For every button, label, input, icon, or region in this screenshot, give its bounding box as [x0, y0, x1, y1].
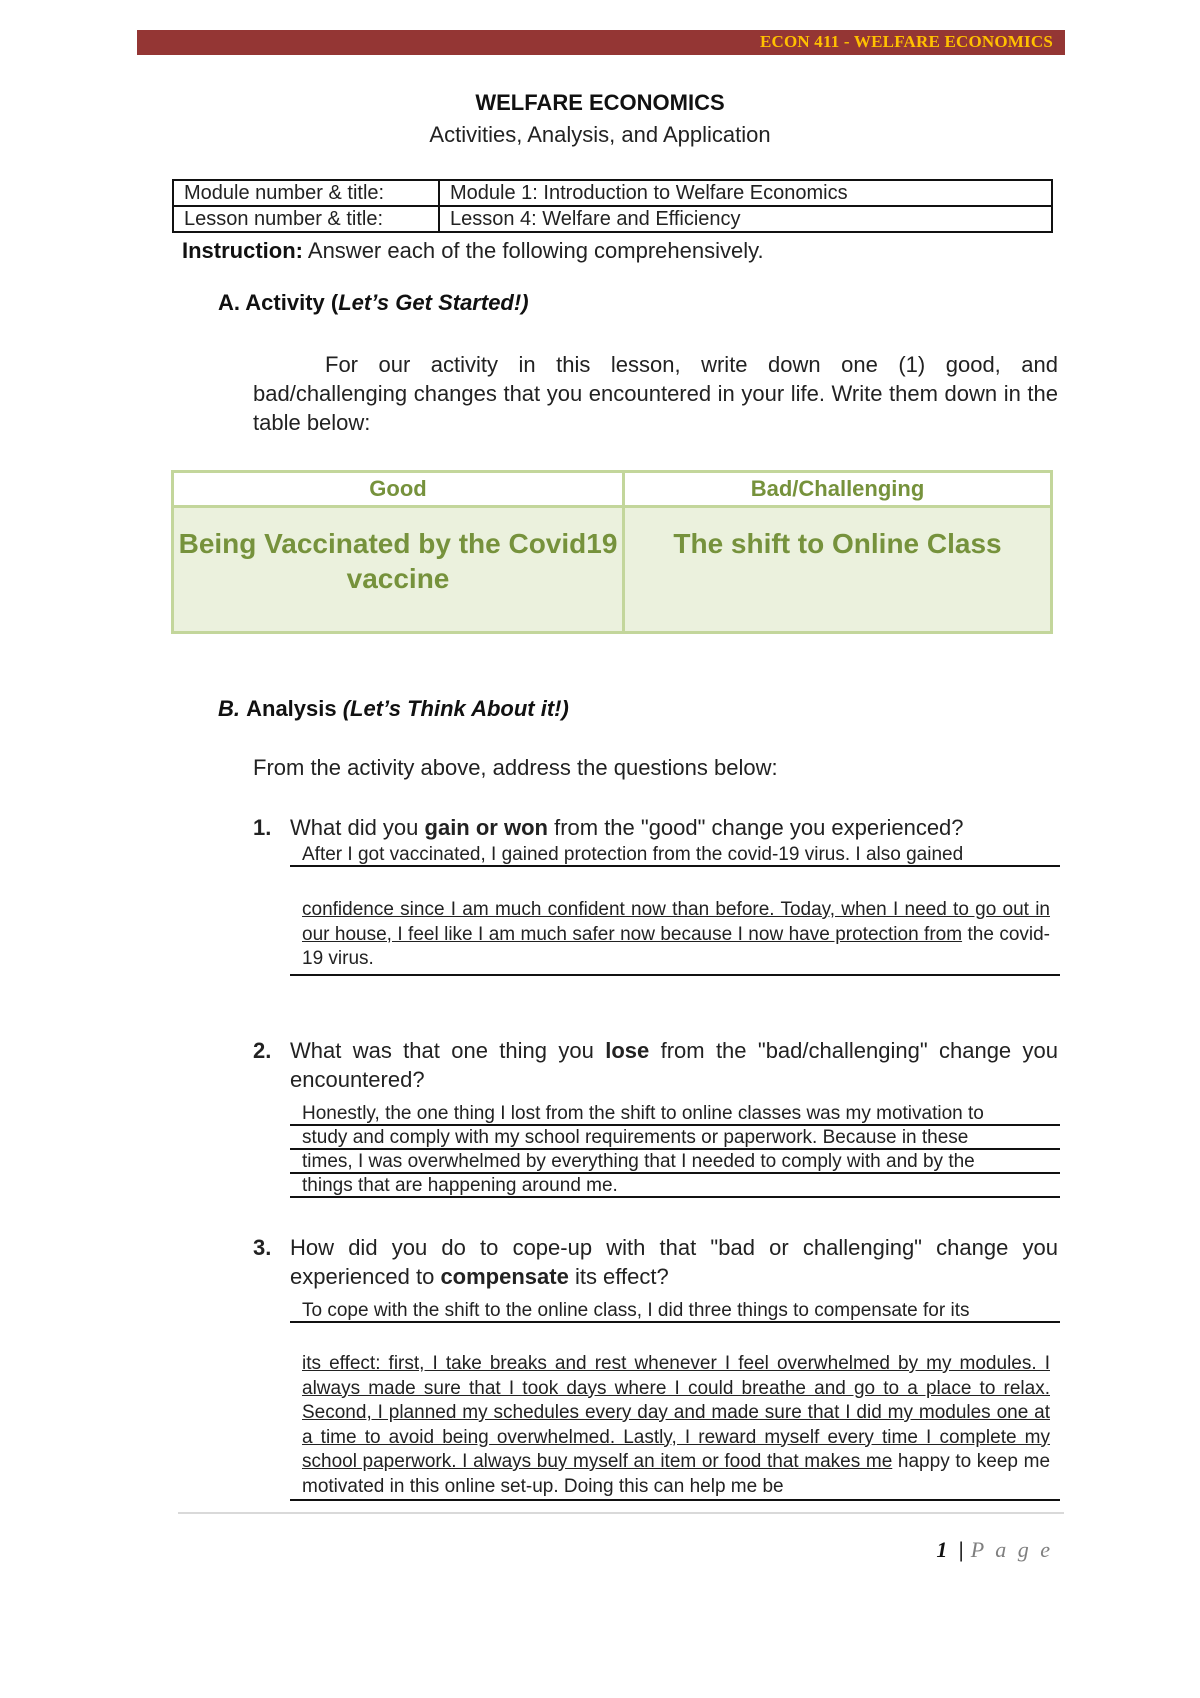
page-number — [936, 1537, 1053, 1563]
lesson-value: Lesson 4: Welfare and Efficiency — [439, 206, 1052, 232]
page-number-value: 1 — [936, 1537, 951, 1562]
answer-1-block — [290, 898, 1060, 976]
good-value: Being Vaccinated by the Covid19 vaccine — [173, 507, 624, 633]
question-number: 3. — [253, 1235, 272, 1260]
lesson-row — [173, 206, 1052, 232]
lesson-label: Lesson number & title: — [173, 206, 439, 232]
section-b-heading — [218, 696, 569, 722]
analysis-intro: From the activity above, address the questions below: — [253, 755, 778, 780]
section-a-subtitle: Let’s Get Started!) — [338, 290, 529, 315]
question-emphasis: compensate — [440, 1264, 569, 1289]
question-emphasis: gain or won — [424, 815, 548, 840]
section-a-prefix: A. Activity ( — [218, 290, 339, 315]
page-number-separator: | — [958, 1537, 967, 1562]
question-number: 1. — [253, 815, 272, 840]
answer-1-tail: the covid-19 virus. — [302, 923, 1050, 969]
answer-2-line-2: study and comply with my school requirements or paperwork. Because in these — [290, 1126, 1060, 1150]
section-b-subtitle: (Let’s Think About it!) — [342, 696, 569, 721]
section-b-prefix: B. — [218, 696, 247, 721]
answer-2-line-4: things that are happening around me. — [290, 1174, 1060, 1198]
module-label: Module number & title: — [173, 180, 439, 206]
question-number: 2. — [253, 1038, 272, 1063]
question-text: What was that one thing you — [290, 1038, 606, 1063]
answer-2-line-1: Honestly, the one thing I lost from the shift to online classes was my motivation to — [290, 1102, 1060, 1126]
question-text: What did you — [290, 815, 425, 840]
answer-3-underlined-text: its effect: first, I take breaks and rest whenever I feel overwhelmed by my modules. I always made sure that I took days where I could breathe and go to a place to relax. Second, I planned my schedules every day and made sure that I did my modules one at a time to avoid being overwhelmed. Lastly, I reward myself every time I complete my school paperwork. I always buy myself an item or food that makes me — [302, 1353, 1050, 1472]
document-subtitle: Activities, Analysis, and Application — [429, 122, 771, 147]
bad-header: Bad/Challenging — [624, 472, 1052, 507]
good-header: Good — [173, 472, 624, 507]
question-emphasis: lose — [605, 1038, 650, 1063]
module-value: Module 1: Introduction to Welfare Economics — [439, 180, 1052, 206]
question-text: from the "bad/challenging" change you encountered? — [290, 1038, 1058, 1092]
activity-paragraph-text: For our activity in this lesson, write down one (1) good, and bad/challenging changes that you encountered in your life. Write them down in the table below: — [253, 352, 1058, 435]
section-a-heading — [218, 290, 529, 316]
document-title: WELFARE ECONOMICS — [475, 90, 725, 115]
instruction-label: Instruction: — [182, 238, 303, 263]
question-text: How did you do to cope-up with that "bad or challenging" change you experienced to — [290, 1235, 1058, 1289]
instruction-text: Answer each of the following comprehensively. — [303, 238, 764, 263]
answer-3-block — [290, 1352, 1060, 1501]
footer-divider — [178, 1512, 1064, 1514]
question-3 — [253, 1233, 1058, 1291]
answer-3-line-1: To cope with the shift to the online class, I did three things to compensate for its — [290, 1299, 1060, 1323]
module-info-table — [172, 179, 1053, 233]
answer-1-underlined-text: confidence since I am much confident now than before. Today, when I need to go out in our house, I feel like I am much safer now because I now have protection from — [302, 899, 1050, 945]
section-b-label: Analysis — [246, 696, 343, 721]
course-header-text: ECON 411 - WELFARE ECONOMICS — [759, 32, 1053, 51]
question-text: its effect? — [568, 1264, 669, 1289]
module-row — [173, 180, 1052, 206]
activity-paragraph — [253, 350, 1058, 437]
answer-3-tail: happy to keep me motivated in this online set-up. Doing this can help me be — [302, 1451, 1051, 1497]
question-1 — [253, 813, 1058, 842]
answer-2-line-3: times, I was overwhelmed by everything that I needed to comply with and by the — [290, 1150, 1060, 1174]
bad-value: The shift to Online Class — [624, 507, 1052, 633]
instruction — [182, 238, 764, 264]
page-label: P a g e — [970, 1537, 1053, 1562]
answer-1-line-1: After I got vaccinated, I gained protection from the covid-19 virus. I also gained — [290, 843, 1060, 867]
question-2 — [253, 1036, 1058, 1094]
question-text: from the "good" change you experienced? — [547, 815, 964, 840]
good-bad-table — [171, 470, 1053, 634]
course-header-band — [137, 30, 1065, 55]
